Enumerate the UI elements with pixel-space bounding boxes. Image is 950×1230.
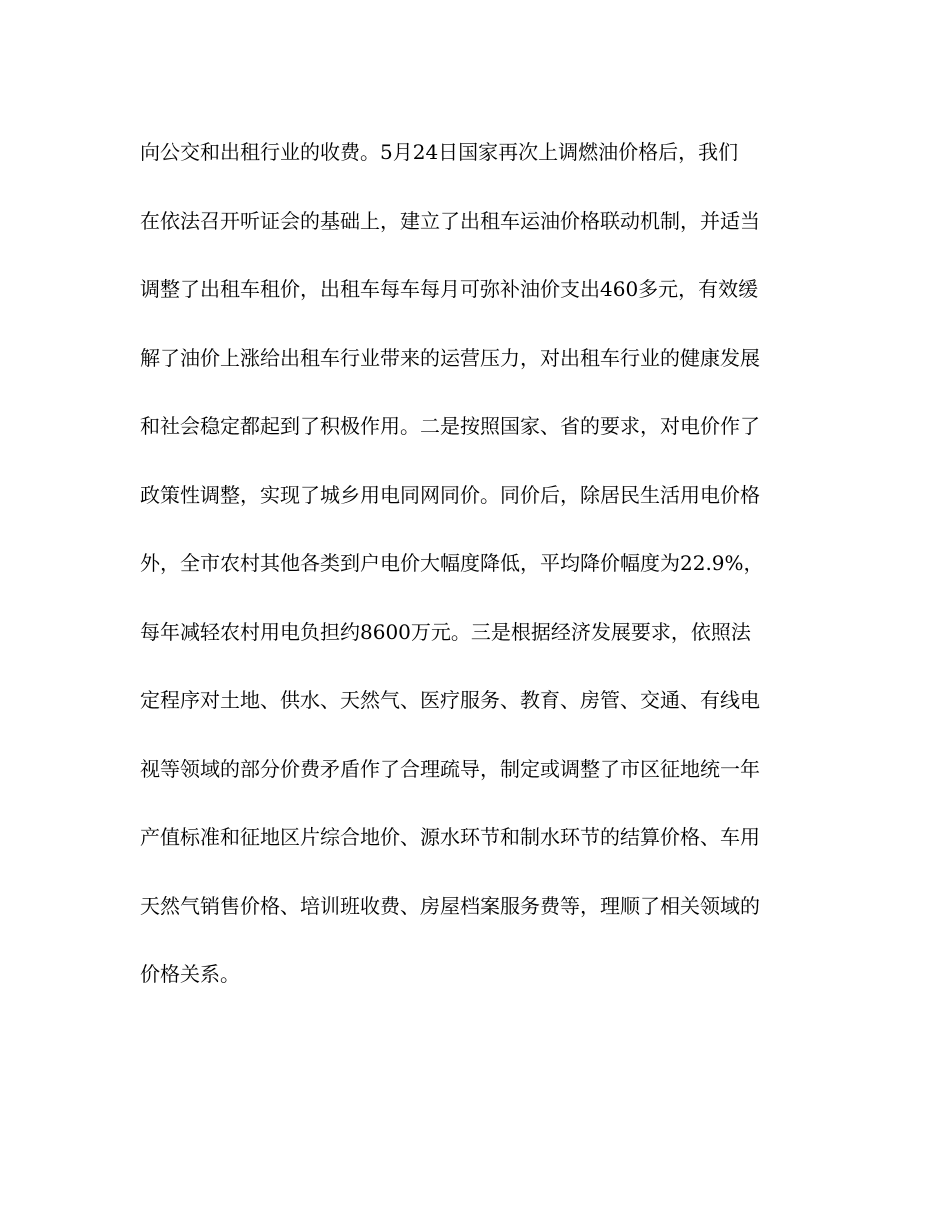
- text-line-1: 向公交和出租行业的收费。5月24日国家再次上调燃油价格后，我们: [140, 140, 739, 164]
- text-line-2: 在依法召开听证会的基础上，建立了出租车运油价格联动机制，并适当: [140, 208, 760, 233]
- text-line-13: 价格关系。: [140, 962, 240, 986]
- text-line-6: 政策性调整，实现了城乡用电同网同价。同价后，除居民生活用电价格: [140, 482, 760, 507]
- text-line-11: 产值标准和征地区片综合地价、源水环节和制水环节的结算价格、车用: [140, 825, 760, 849]
- body-paragraph: [140, 138, 830, 1029]
- text-line-4: 解了油价上涨给出租车行业带来的运营压力，对出租车行业的健康发展: [140, 345, 760, 370]
- text-line-10: 视等领域的部分价费矛盾作了合理疏导，制定或调整了市区征地统一年: [140, 756, 760, 781]
- text-line-7: 外，全市农村其他各类到户电价大幅度降低，平均降价幅度为22.9%，: [140, 551, 764, 575]
- text-line-3: 调整了出租车租价，出租车每车每月可弥补油价支出460多元，有效缓: [140, 277, 759, 301]
- text-line-12: 天然气销售价格、培训班收费、房屋档案服务费等，理顺了相关领域的: [140, 893, 760, 918]
- text-line-8: 每年减轻农村用电负担约8600万元。三是根据经济发展要求，依照法: [140, 619, 751, 644]
- text-line-5: 和社会稳定都起到了积极作用。二是按照国家、省的要求，对电价作了: [140, 414, 760, 438]
- text-line-9: 定程序对土地、供水、天然气、医疗服务、教育、房管、交通、有线电: [140, 688, 760, 712]
